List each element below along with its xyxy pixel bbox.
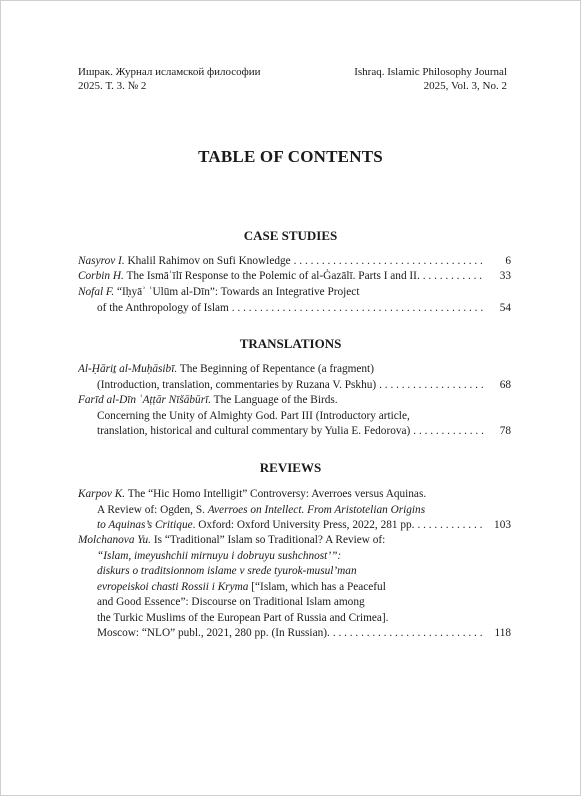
section-heading-translations: TRANSLATIONS (239, 336, 342, 351)
book-title: Averroes on Intellect. From Aristotelian Origins (207, 503, 426, 516)
translated-title: [“Islam, which has a Peaceful (248, 580, 386, 593)
page-number: 6 (505, 255, 511, 267)
toc-line (78, 378, 511, 394)
publication-info: . Oxford: Oxford University Press, 2022, 281 pp. (192, 519, 415, 531)
toc-line: Concerning the Unity of Almighty God. Part III (Introductory article, (97, 409, 410, 422)
page-number: 68 (499, 378, 511, 391)
toc-line (78, 285, 511, 301)
toc-line (78, 487, 511, 503)
entry-author: Nofal F. (78, 286, 115, 298)
toc-entry[interactable] (78, 487, 511, 534)
toc-line (78, 269, 511, 285)
section-heading-reviews: REVIEWS (259, 460, 322, 475)
page-number: 103 (494, 519, 511, 531)
toc-entry[interactable] (78, 285, 511, 316)
dot-leader (410, 424, 485, 440)
toc-line: and Good Essence”: Discourse on Traditional Islam among (97, 596, 365, 608)
toc-line (78, 301, 511, 317)
toc-line: the Turkic Muslims of the European Part of Russia and Crimea]. (97, 611, 389, 624)
page-number: 78 (499, 425, 511, 437)
entry-title: “Iḥyāʾ ʿUlūm al-Dīn”: Towards an Integrative Project (114, 286, 360, 298)
entry-author: Molchanova Yu. (78, 534, 152, 546)
dot-leader (414, 518, 485, 534)
review-prefix: A Review of: Ogden, S. (97, 503, 208, 516)
entry-title: The “Hic Homo Intelligit” Controversy: Averroes versus Aquinas. (125, 488, 427, 500)
entry-title: The Beginning of Repentance (a fragment) (177, 363, 374, 375)
toc-line (78, 503, 511, 519)
toc-entry[interactable] (78, 362, 511, 393)
toc-line (78, 533, 511, 549)
publication-info: Moscow: “NLO” publ., 2021, 280 pp. (In Russian). (97, 627, 330, 639)
toc-entry[interactable] (78, 393, 511, 440)
entry-title-cont: (Introduction, translation, commentaries by Ruzana V. Pskhu) (97, 378, 377, 391)
toc-line (78, 549, 511, 565)
toc-line (78, 254, 511, 270)
entry-title-cont: of the Anthropology of Islam (97, 301, 229, 314)
header-english-journal: Ishraq. Islamic Philosophy Journal (354, 66, 507, 78)
entry-author: Corbin H. (78, 270, 124, 282)
section-heading-case-studies: CASE STUDIES (243, 228, 338, 243)
page-title: TABLE OF CONTENTS (198, 147, 383, 166)
dot-leader (229, 301, 485, 317)
entry-author: Karpov K. (78, 488, 126, 500)
toc-line (78, 564, 511, 580)
header-russian-journal: Ишрак. Журнал исламской философии (78, 66, 261, 78)
toc-line (78, 424, 511, 440)
toc-entry[interactable] (78, 254, 511, 270)
toc-entry[interactable] (78, 533, 511, 642)
header-english (354, 65, 507, 93)
book-title: diskurs o traditsionnom islame v srede tyurok-musul’man (97, 565, 357, 577)
toc-line (78, 580, 511, 596)
entry-title: Is “Traditional” Islam so Traditional? A Review of: (151, 534, 386, 546)
toc-line (78, 626, 511, 642)
book-title: to Aquinas’s Critique (97, 519, 193, 531)
header-russian (78, 65, 261, 93)
header-russian-issue: 2025. Т. 3. № 2 (78, 80, 147, 92)
entry-author: Al-Ḥāriṯ al-Muḥāsibī. (78, 363, 178, 375)
page-number: 33 (499, 270, 511, 282)
entry-title: The Ismāʿīlī Response to the Polemic of al-Ġazālī. Parts I and II. (123, 270, 420, 282)
dot-leader (291, 254, 485, 270)
toc-line (78, 393, 511, 409)
page-number: 54 (499, 301, 511, 314)
entry-title-cont: translation, historical and cultural commentary by Yulia E. Fedorova) (97, 425, 411, 437)
book-title: evropeiskoi chasti Rossii i Kryma (97, 580, 249, 593)
entry-author: Nasyrov I. (78, 255, 125, 267)
toc-entry[interactable] (78, 269, 511, 285)
dot-leader (420, 269, 485, 285)
entry-title: Khalil Rahimov on Sufi Knowledge (124, 255, 291, 267)
header-english-issue: 2025, Vol. 3, No. 2 (423, 80, 507, 92)
dot-leader (330, 626, 485, 642)
dot-leader (376, 378, 485, 394)
entry-title: The Language of the Birds. (211, 394, 338, 406)
entry-author: Farīd al-Dīn ʿAṭṭār Nīšābūrī. (78, 394, 212, 406)
toc-line (78, 362, 511, 378)
toc-line (78, 518, 511, 534)
book-title: “Islam, imeyushchii mirnuyu i dobruyu sushchnost’”: (97, 549, 342, 562)
page-number: 118 (494, 627, 511, 639)
